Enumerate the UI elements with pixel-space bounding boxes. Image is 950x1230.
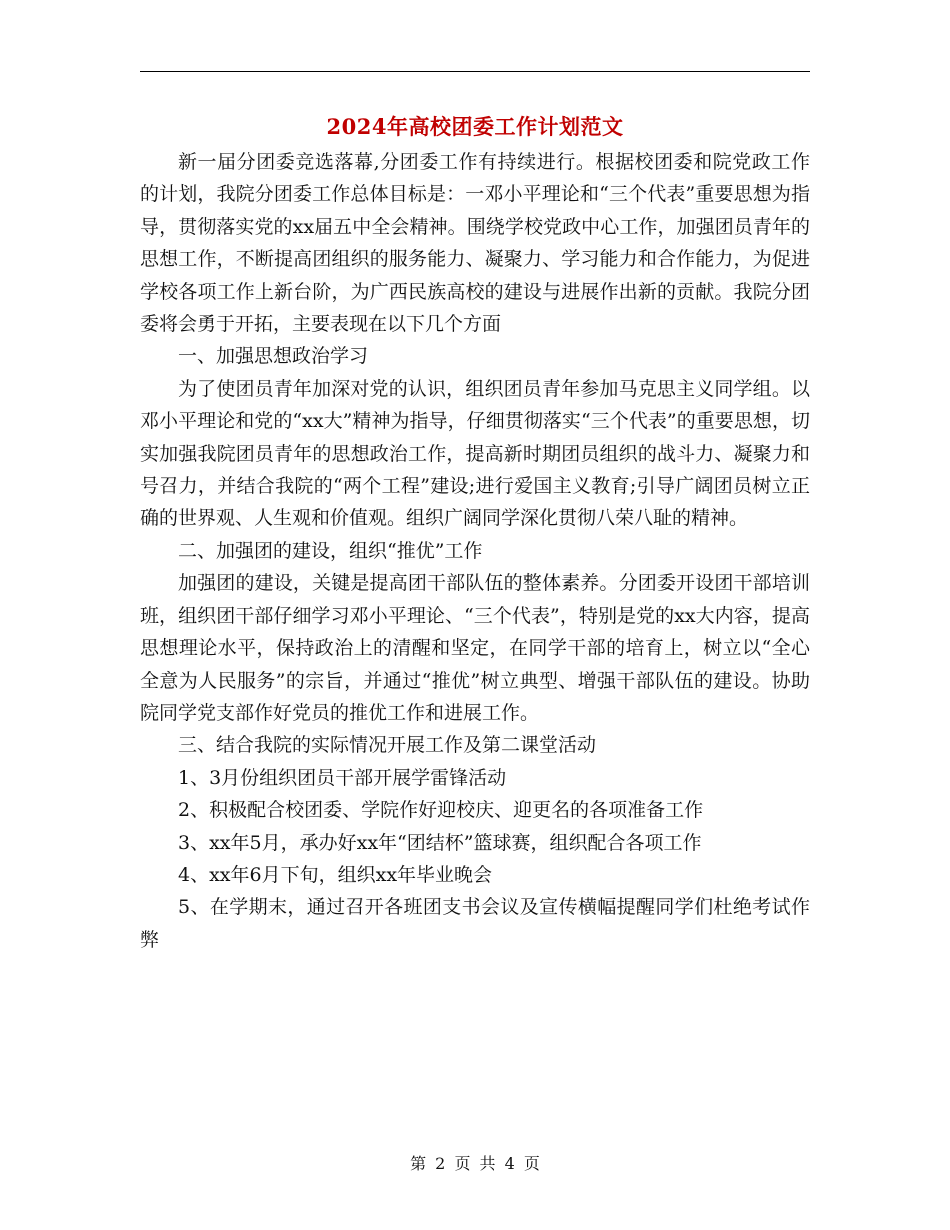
list-item-5: 5、在学期末，通过召开各班团支书会议及宣传横幅提醒同学们杜绝考试作弊 (140, 896, 810, 951)
section-heading-1: 一、加强思想政治学习 (178, 345, 369, 368)
document-title: 2024年高校团委工作计划范文 (326, 114, 624, 139)
list-item-4: 4、xx年6月下旬，组织xx年毕业晚会 (178, 863, 493, 886)
section-heading-3: 三、结合我院的实际情况开展工作及第二课堂活动 (178, 734, 597, 757)
section-2-paragraph: 加强团的建设，关键是提高团干部队伍的整体素养。分团委开设团干部培训班，组织团干部仔细学习邓小平理论、“三个代表”，特别是党的xx大内容，提高思想理论水平，保持政治上的清醒和坚定，在同学干部的培育上，树立以“全心全意为人民服务”的宗旨，并通过“推优”树立典型、增强干部队伍的建设。协助院同学党支部作好党员的推优工作和进展工作。 (140, 572, 810, 724)
header-rule (140, 71, 810, 72)
list-item-2: 2、积极配合校团委、学院作好迎校庆、迎更名的各项准备工作 (178, 799, 704, 822)
section-heading-2: 二、加强团的建设，组织“推优”工作 (178, 539, 483, 562)
section-1-paragraph: 为了使团员青年加深对党的认识，组织团员青年参加马克思主义同学组。以邓小平理论和党的“xx大”精神为指导，仔细贯彻落实“三个代表”的重要思想，切实加强我院团员青年的思想政治工作，提高新时期团员组织的战斗力、凝聚力和号召力，并结合我院的“两个工程”建设;进行爱国主义教育;引导广阔团员树立正确的世界观、人生观和价值观。组织广阔同学深化贯彻八荣八耻的精神。 (140, 377, 810, 530)
page-number-footer: 第 2 页 共 4 页 (410, 1154, 540, 1173)
document-body (140, 146, 810, 956)
list-item-3: 3、xx年5月，承办好xx年“团结杯”篮球赛，组织配合各项工作 (178, 831, 702, 854)
list-item-1: 1、3月份组织团员干部开展学雷锋活动 (178, 766, 507, 789)
intro-paragraph: 新一届分团委竞选落幕,分团委工作有持续进行。根据校团委和院党政工作的计划，我院分团委工作总体目标是：一邓小平理论和“三个代表”重要思想为指导，贯彻落实党的xx届五中全会精神。围绕学校党政中心工作，加强团员青年的思想工作，不断提高团组织的服务能力、凝聚力、学习能力和合作能力，为促进学校各项工作上新台阶，为广西民族高校的建设与进展作出新的贡献。我院分团委将会勇于开拓，主要表现在以下几个方面 (140, 151, 810, 336)
